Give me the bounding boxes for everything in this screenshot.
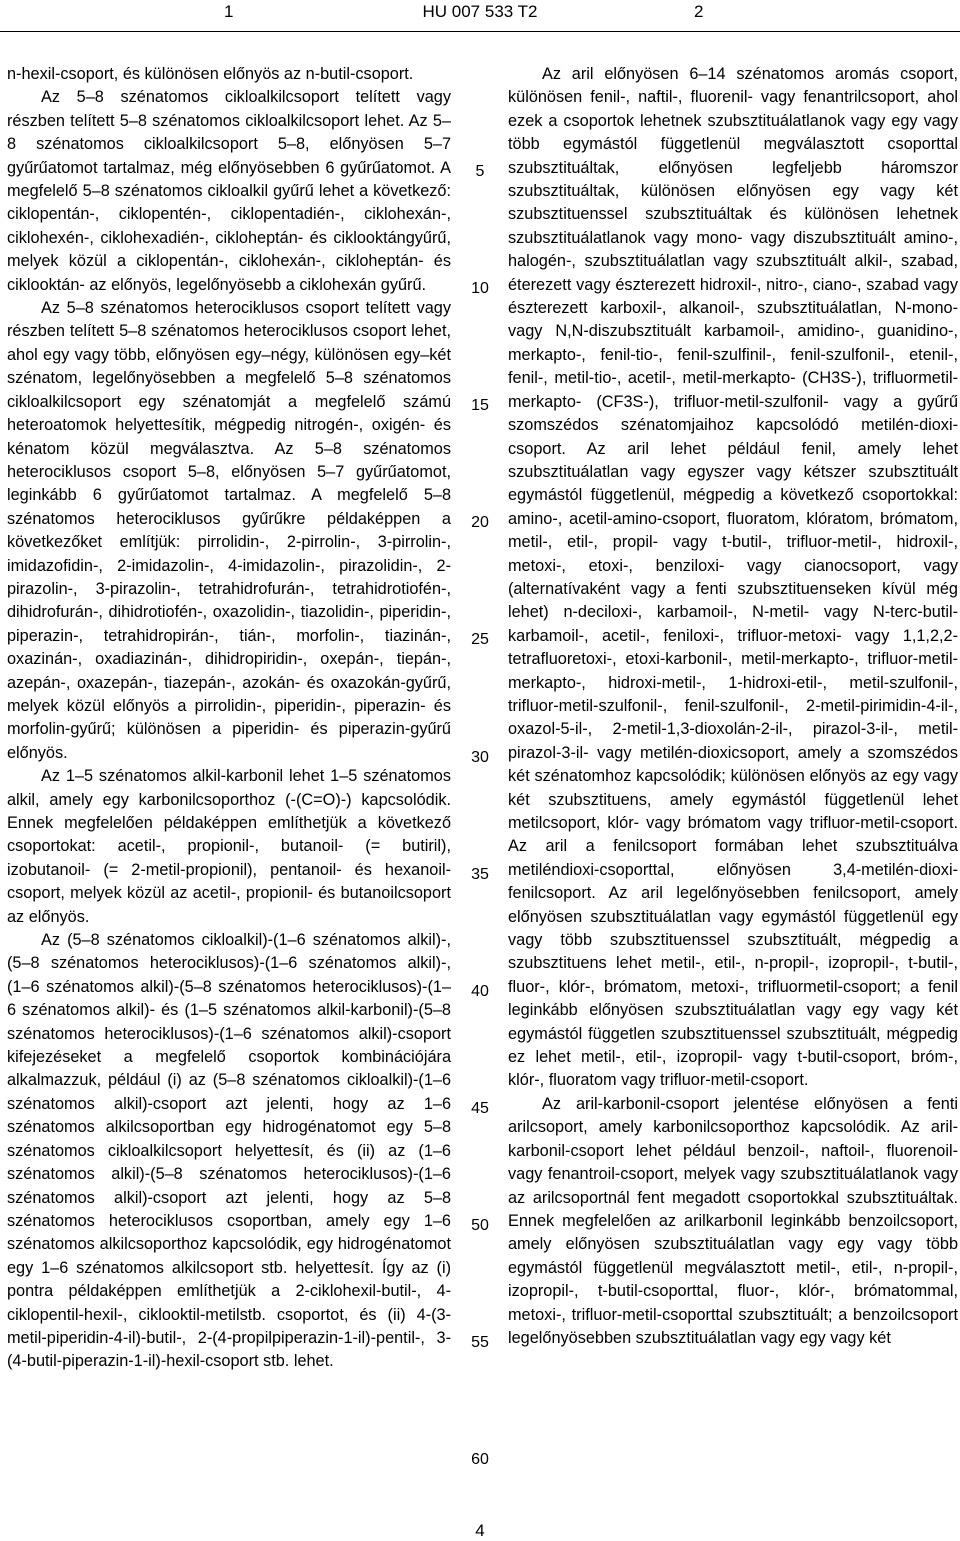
line-number: 60	[471, 1451, 489, 1468]
line-number: 45	[471, 1100, 489, 1117]
paragraph: Az aril előnyösen 6–14 szénatomos aromás csoport, különösen fenil-, naftil-, fluorenil- vagy fenantrilcsoport, ahol ezek a csoportok lehetnek szubsztituálatlanok vagy egy vagy több egymástól függetlenül megválasztott csoporttal szubsztituáltak, előnyösen legfeljebb háromszor szubsztituáltak, különösen előnyösen egy vagy két szubsztituenssel szubsztituáltak és különösen lehetnek szubsztituálatlanok vagy mono- vagy diszubsztituált amino-, halogén-, szubsztituálatlan vagy szubsztituált alkil-, szabad, éterezett vagy észterezett hidroxil-, nitro-, ciano-, szabad vagy észterezett karboxil-, alkanoil-, szubsztituálatlan, N-mono- vagy N,N-diszubsztituált karbamoil-, amidino-, guanidino-, merkapto-, fenil-tio-, fenil-szulfinil-, fenil-szulfonil-, etenil-, fenil-, metil-tio-, acetil-, metil-merkapto- (CH3S-), trifluormetil-merkapto- (CF3S-), trifluor-metil-szulfonil- vagy a gyűrű szomszédos szénatomjaihoz kapcsolódó metilén-dioxi-csoport. Az aril lehet például fenil, amely lehet szubsztituálatlan vagy egyszer vagy kétszer szubsztituált egymástól függetlenül, mégpedig a következő csoportokkal: amino-, acetil-amino-csoport, fluoratom, klóratom, brómatom, metil-, etil-, propil- vagy t-butil-, trifluor-metil-, hidroxil-, metoxi-, etoxi-, benziloxi- vagy cianocsoport, vagy (alternatívaként vagy a fenti szubsztituenseken kívül még lehet) n-deciloxi-, karbamoil-, N-metil- vagy N-terc-butil-karbamoil-, acetil-, feniloxi-, trifluor-metoxi- vagy 1,1,2,2-tetrafluoretoxi-, etoxi-karbonil-, metil-merkapto-, trifluor-metil-merkapto-, hidroxi-metil-, 1-hidroxi-etil-, metil-szulfonil-, trifluor-metil-szulfonil-, fenil-szulfonil-, 2-metil-pirimidin-4-il-, oxazol-5-il-, 2-metil-1,3-dioxolán-2-il-, pirazol-3-il-, metil-pirazol-3-il- vagy metilén-dioxicsoport, amely a szomszédos két szénatomhoz kapcsolódik; különösen előnyös az egy vagy két szubsztituens, amely egymástól függetlenül lehet metilcsoport, klór- vagy brómatom vagy trifluor-metil-csoport. Az aril a fenilcsoport formában lehet szubsztituálva metiléndioxi-csoporttal, előnyösen 3,4-metilén-dioxi-fenilcsoport. Az aril legelőnyösebben fenilcsoport, amely előnyösen szubsztituálatlan vagy egymástól függetlenül egy vagy több szubsztituenssel szubsztituált, mégpedig a szubsztituens lehet metil-, etil-, n-propil-, izopropil-, t-butil-, fluor-, klór-, brómatom, metoxi-, trifluormetil-csoport; a fenil leginkább előnyösen szubsztituálatlan vagy egy vagy két egymástól független szubsztituenssel szubsztituált, mégpedig ez lehet metil-, etil-, izopropil- vagy t-butil-csoport, bróm-, klór-, fluoratom vagy trifluor-metil-csoport.	[508, 65, 958, 1090]
right-column	[508, 63, 958, 1350]
line-number: 5	[475, 163, 485, 180]
line-number: 50	[471, 1217, 489, 1234]
paragraph: Az 5–8 szénatomos cikloalkilcsoport telített vagy részben telített 5–8 szénatomos cikloalkilcsoport lehet. Az 5–8 szénatomos cikloalkilcsoport 5–8, előnyösen 5–7 gyűrűatomot tartalmaz, még előnyösebben 6 gyűrűatomot. A megfelelő 5–8 szénatomos cikloalkil gyűrű lehet a következő: ciklopentán-, ciklopentén-, ciklopentadién-, ciklohexán-, ciklohexén-, ciklohexadién-, cikloheptán- és ciklooktángyűrű, melyek közül a ciklopentán-, ciklohexán-, cikloheptán- és ciklooktán- az előnyös, legelőnyösebb a ciklohexán gyűrű.	[7, 88, 451, 294]
line-number: 20	[471, 514, 489, 531]
line-number: 35	[471, 866, 489, 883]
header-rule	[0, 31, 960, 32]
paragraph: Az 1–5 szénatomos alkil-karbonil lehet 1–5 szénatomos alkil, amely egy karbonilcsoporthoz (-(C=O)-) kapcsolódik. Ennek megfelelően példaképpen említhetjük a következő csoportokat: acetil-, propionil-, butanoil- (= butiril), izobutanoil- (= 2-metil-propionil), pentanoil- és hexanoil-csoport, melyek közül az acetil-, propionil- és butanoilcsoport az előnyös.	[7, 767, 451, 926]
paragraph: Az aril-karbonil-csoport jelentése előnyösen a fenti arilcsoport, amely karbonilcsoporthoz kapcsolódik. Az aril-karbonil-csoport lehet például benzoil-, naftoil-, fluorenoil- vagy fenantroil-csoport, melyek vagy szubsztituálatlanok vagy az arilcsoportnál fent megadott csoportokkal szubsztituáltak. Ennek megfelelően az arilkarbonil leginkább benzoilcsoport, amely előnyösen szubsztituálatlan vagy egy vagy több egymástól függetlenül megválasztott metil-, etil-, n-propil-, izopropil-, t-butil-csoporttal, fluor-, klór-, brómatommal, metoxi-, trifluor-metil-csoporttal szubsztituált; a benzoilcsoport legelőnyösebben szubsztituálatlan vagy egy vagy két	[508, 1094, 958, 1347]
right-page-number: 2	[694, 2, 704, 21]
page-header	[0, 0, 960, 34]
paragraph: Az 5–8 szénatomos heterociklusos csoport telített vagy részben telített 5–8 szénatomos heterociklusos csoport lehet, ahol egy vagy több, előnyösen egy–négy, különösen egy–két szénatom, legelőnyösebben a megfelelő 5–8 szénatomos cikloalkilcsoport egy szénatomját a megfelelő számú heteroatomok helyettesítik, mégpedig nitrogén-, oxigén- és kénatom közül megválasztva. Az 5–8 szénatomos heterociklusos csoport 5–8, előnyösen 5–7 gyűrűatomot, leginkább 6 gyűrűatomot tartalmaz. A megfelelő 5–8 szénatomos heterociklusos gyűrűkre példaképpen a következőket említjük: pirrolidin-, 2-pirrolin-, 3-pirrolin-, imidazofidin-, 2-imidazolin-, 4-imidazolin-, pirazolidin-, 2-pirazolin-, 3-pirazolin-, tetrahidrofurán-, tetrahidrotiofén-, dihidrofurán-, dihidrotiofén-, oxazolidin-, tiazolidin-, piperidin-, piperazin-, tetrahidropirán-, tián-, morfolin-, tiazinán-, oxazinán-, oxadiazinán-, dihidropiridin-, oxepán-, tiepán-, azepán-, oxazepán-, tiazepán-, azokán- és oxazokán-gyűrű, melyek közül előnyös a pirrolidin-, piperidin-, piperazin- és morfolin-gyűrű; különösen a piperidin- és piperazin-gyűrű előnyös.	[7, 299, 451, 762]
line-number: 10	[471, 280, 489, 297]
paragraph: Az (5–8 szénatomos cikloalkil)-(1–6 szénatomos alkil)-, (5–8 szénatomos heterociklusos)-(1–6 szénatomos alkil)-, (1–6 szénatomos alkil)-(5–8 szénatomos heterociklusos)-(1–6 szénatomos alkil)- és (1–5 szénatomos alkil-karbonil)-(5–8 szénatomos heterociklusos)-(1–6 szénatomos alkil)-csoport kifejezéseket a megfelelő csoportok kombinációjára alkalmazzuk, például (i) az (5–8 szénatomos cikloalkil)-(1–6 szénatomos alkil)-csoport azt jelenti, hogy az 1–6 szénatomos alkilcsoportban egy hidrogénatomot egy 5–8 szénatomos cikloalkilcsoport helyettesít, és (ii) az (1–6 szénatomos alkil)-(5–8 szénatomos heterociklusos)-(1–6 szénatomos alkil)-csoport azt jelenti, hogy az 5–8 szénatomos heterociklusos csoportban, amely egy 1–6 szénatomos alkilcsoporthoz kapcsolódik, egy hidrogénatomot egy 1–6 szénatomos alkilcsoport stb. helyettesít. Így az (i) pontra példaképpen említhetjük a 2-ciklohexil-butil-, 4-ciklopentil-hexil-, ciklooktil-metilstb. csoportot, és (ii) 4-(3-metil-piperidin-4-il)-butil-, 2-(4-propilpiperazin-1-il)-pentil-, 3-(4-butil-piperazin-1-il)-hexil-csoport stb. lehet.	[7, 931, 451, 1371]
left-column	[7, 63, 451, 1374]
page-footer-number: 4	[475, 1521, 485, 1540]
line-number: 40	[471, 983, 489, 1000]
line-number: 15	[471, 397, 489, 414]
line-number: 25	[471, 631, 489, 648]
patent-number: HU 007 533 T2	[422, 2, 538, 21]
line-number: 30	[471, 749, 489, 766]
left-page-number: 1	[224, 2, 234, 21]
line-number: 55	[471, 1334, 489, 1351]
paragraph: n-hexil-csoport, és különösen előnyös az n-butil-csoport.	[7, 65, 414, 83]
